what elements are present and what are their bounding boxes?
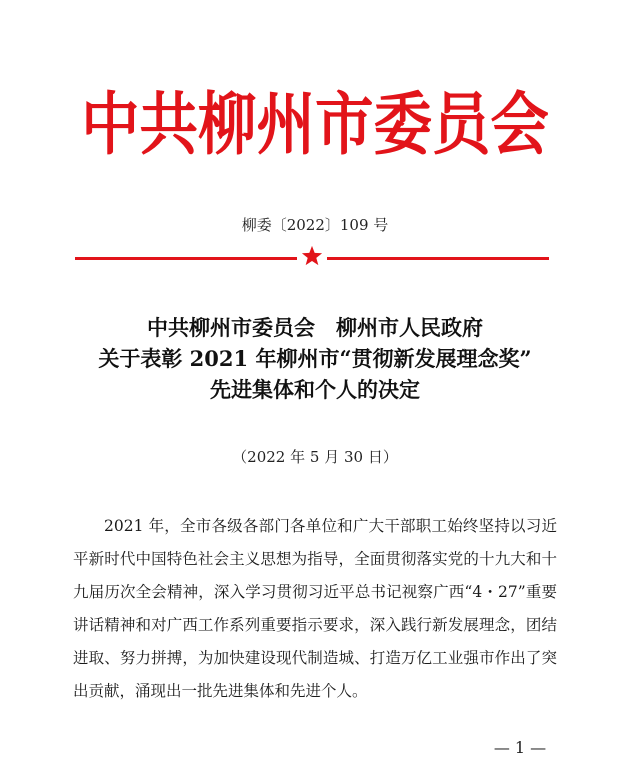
title-line-1: 中共柳州市委员会 柳州市人民政府	[147, 315, 483, 340]
document-date: （2022 年 5 月 30 日）	[232, 448, 398, 466]
divider-line-left	[75, 257, 297, 260]
title-line-3: 先进集体和个人的决定	[210, 377, 420, 402]
body-paragraph: 2021 年，全市各级各部门各单位和广大干部职工始终坚持以习近平新时代中国特色社会主义思想为指导，全面贯彻落实党的十九大和十九届历次全会精神，深入学习贯彻习近平总书记视察广西“4・27”重要讲话精神和对广西工作系列重要指示要求，深入践行新发展理念，团结进取、努力拼搏，为加快建设现代制造城、打造万亿工业强市作出了突出贡献，涌现出一批先进集体和先进个人。	[73, 517, 557, 700]
title-line-2: 关于表彰 2021 年柳州市“贯彻新发展理念奖”	[98, 346, 532, 371]
document-number: 柳委〔2022〕109 号	[241, 216, 389, 234]
red-divider	[75, 248, 549, 268]
document-title	[0, 312, 630, 405]
star-icon	[301, 245, 323, 267]
page-number: — 1 —	[493, 738, 547, 757]
masthead-title: 中共柳州市委员会	[81, 86, 549, 165]
divider-line-right	[327, 257, 549, 260]
